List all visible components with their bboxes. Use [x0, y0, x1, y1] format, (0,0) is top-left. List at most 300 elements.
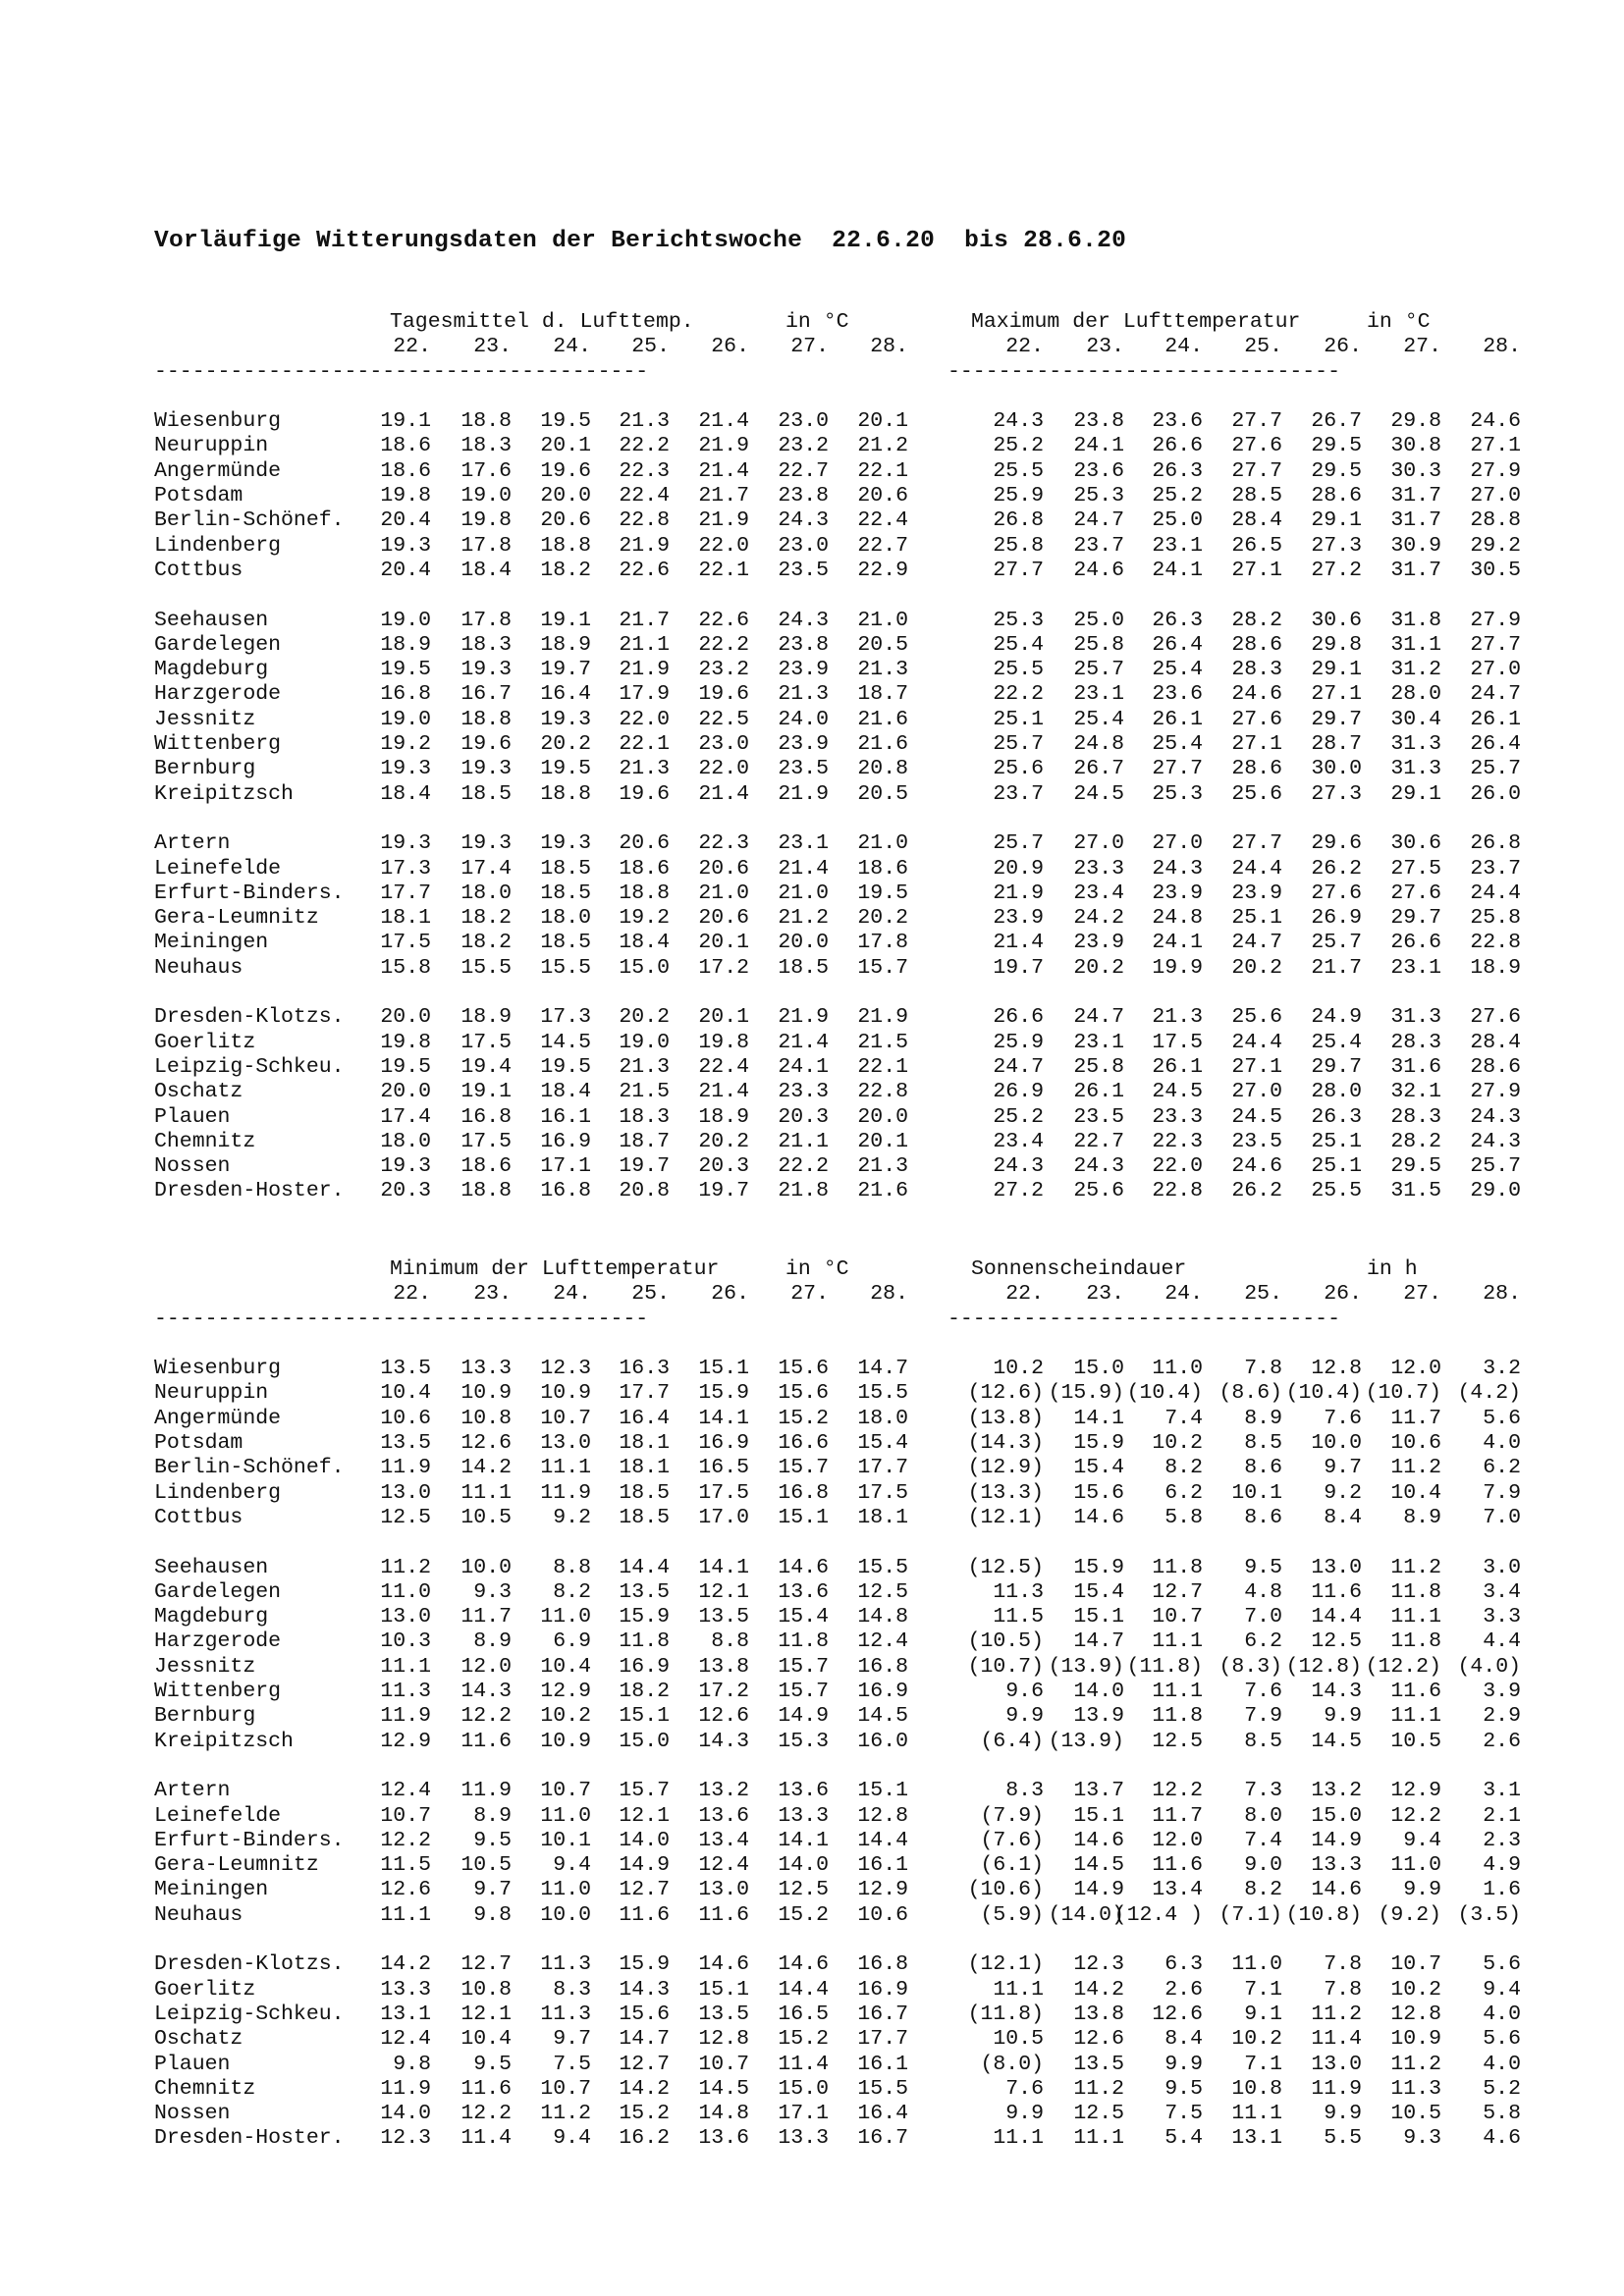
value-cell: 27.1	[1311, 682, 1362, 707]
value-cell: 27.2	[1311, 558, 1362, 582]
value-cell: 9.9	[1164, 2052, 1203, 2076]
value-cell: 10.9	[1390, 2027, 1441, 2052]
value-cell: 25.3	[1152, 781, 1203, 806]
value-cell: 15.0	[1073, 1357, 1124, 1381]
value-cell: 16.9	[698, 1431, 749, 1456]
value-cell: 12.3	[540, 1357, 591, 1381]
station-name: Goerlitz	[154, 1977, 256, 2002]
value-cell: 21.6	[857, 1179, 908, 1203]
table-row	[154, 1030, 1521, 1055]
station-name: Erfurt-Binders.	[154, 1828, 345, 1852]
value-cell: 15.9	[619, 1605, 670, 1629]
value-cell: 11.1	[460, 1480, 512, 1505]
station-name: Nossen	[154, 1154, 231, 1179]
value-cell: 19.3	[540, 707, 591, 731]
value-cell: 10.2	[1152, 1431, 1203, 1456]
value-cell: 15.1	[698, 1977, 749, 2002]
value-cell: 25.6	[1231, 1005, 1282, 1030]
value-cell: 24.8	[1073, 732, 1124, 757]
value-cell: 18.4	[619, 931, 670, 955]
value-cell: 28.6	[1470, 1054, 1521, 1079]
day-label: 23.	[473, 1282, 512, 1307]
value-cell: 21.9	[619, 533, 670, 558]
value-cell: 27.0	[1152, 831, 1203, 856]
value-cell: 14.4	[619, 1555, 670, 1579]
value-cell: 11.2	[1311, 2002, 1362, 2026]
value-cell: 13.0	[540, 1431, 591, 1456]
table-row	[154, 707, 1521, 732]
value-cell: 16.5	[698, 1456, 749, 1480]
value-cell: 23.1	[1390, 955, 1441, 980]
table-row	[154, 533, 1521, 559]
value-cell: 14.3	[1311, 1680, 1362, 1704]
value-cell: 11.7	[460, 1605, 512, 1629]
value-cell: 13.6	[778, 1779, 829, 1803]
value-cell: 11.1	[380, 1902, 431, 1927]
table-row	[154, 1579, 1521, 1605]
value-cell: 22.2	[778, 1154, 829, 1179]
value-cell: 11.5	[993, 1605, 1044, 1629]
value-cell: 15.7	[857, 955, 908, 980]
value-cell: 24.7	[1470, 682, 1521, 707]
table-row	[154, 1505, 1521, 1530]
value-cell: 22.9	[857, 558, 908, 582]
value-cell: 19.0	[619, 1030, 670, 1054]
value-cell: 22.8	[619, 508, 670, 533]
day-label: 27.	[1403, 1282, 1441, 1307]
value-cell: 18.5	[460, 781, 512, 806]
value-cell: 10.0	[540, 1902, 591, 1927]
value-cell: 21.2	[857, 434, 908, 458]
value-cell: 21.9	[857, 1005, 908, 1030]
value-cell: 25.9	[993, 1030, 1044, 1054]
value-cell: 15.7	[778, 1456, 829, 1480]
station-name: Dresden-Hoster.	[154, 1179, 345, 1203]
value-cell: 11.3	[993, 1579, 1044, 1604]
value-cell: 30.8	[1390, 434, 1441, 458]
value-cell: 27.2	[993, 1179, 1044, 1203]
value-cell: 14.4	[1311, 1605, 1362, 1629]
value-cell: 9.2	[553, 1505, 591, 1529]
value-cell: 22.1	[619, 732, 670, 757]
value-cell: 19.7	[993, 955, 1044, 980]
station-name: Chemnitz	[154, 2076, 256, 2101]
value-cell: 8.6	[1244, 1505, 1282, 1529]
value-cell: 26.1	[1073, 1080, 1124, 1104]
value-cell: 19.6	[540, 458, 591, 483]
value-cell: 20.9	[993, 856, 1044, 881]
value-cell: 18.9	[460, 1005, 512, 1030]
station-name: Wiesenburg	[154, 1357, 282, 1381]
value-cell: 25.5	[993, 458, 1044, 483]
value-cell: 2.1	[1483, 1803, 1521, 1828]
value-cell: 25.8	[1073, 632, 1124, 657]
value-cell: 27.5	[1390, 856, 1441, 881]
value-cell: 10.4	[1390, 1480, 1441, 1505]
value-cell: 12.5	[1073, 2102, 1124, 2126]
table-row	[154, 1952, 1521, 1977]
station-name: Plauen	[154, 1104, 231, 1129]
value-cell: 17.7	[619, 1381, 670, 1406]
value-cell: 9.4	[553, 1853, 591, 1878]
value-cell: 18.0	[540, 906, 591, 931]
value-cell: 20.0	[380, 1005, 431, 1030]
value-cell: 10.2	[540, 1704, 591, 1729]
value-cell: 12.6	[1073, 2027, 1124, 2052]
value-cell: 15.5	[460, 955, 512, 980]
value-cell: 8.2	[1164, 1456, 1203, 1480]
value-cell: 19.0	[380, 608, 431, 632]
value-cell: 19.8	[380, 484, 431, 508]
value-cell: 29.8	[1390, 409, 1441, 434]
value-cell: 29.5	[1311, 434, 1362, 458]
value-cell: 18.5	[619, 1505, 670, 1529]
value-cell: 20.6	[540, 508, 591, 533]
value-cell: 25.7	[1311, 931, 1362, 955]
value-cell: 24.1	[778, 1054, 829, 1079]
value-cell: 25.2	[993, 1104, 1044, 1129]
left-section-unit: in °C	[785, 1257, 849, 1281]
table-row	[154, 508, 1521, 533]
value-cell: 17.2	[698, 955, 749, 980]
value-cell: 27.9	[1470, 458, 1521, 483]
value-cell: (9.2)	[1378, 1902, 1441, 1927]
station-name: Kreipitzsch	[154, 1729, 294, 1753]
value-cell: 21.6	[857, 732, 908, 757]
value-cell: 13.5	[619, 1579, 670, 1604]
value-cell: 14.9	[1311, 1828, 1362, 1852]
value-cell: 20.0	[778, 931, 829, 955]
value-cell: 23.5	[1073, 1104, 1124, 1129]
value-cell: 6.2	[1164, 1480, 1203, 1505]
value-cell: 24.5	[1231, 1104, 1282, 1129]
value-cell: 28.3	[1390, 1030, 1441, 1054]
value-cell: 21.4	[993, 931, 1044, 955]
value-cell: 11.9	[380, 1704, 431, 1729]
value-cell: 24.9	[1311, 1005, 1362, 1030]
value-cell: 12.4	[698, 1853, 749, 1878]
value-cell: 9.5	[473, 1828, 512, 1852]
value-cell: 16.9	[540, 1129, 591, 1153]
value-cell: 19.1	[460, 1080, 512, 1104]
day-label: 26.	[711, 335, 749, 359]
value-cell: 14.9	[1073, 1878, 1124, 1902]
day-label: 24.	[553, 1282, 591, 1307]
value-cell: 12.9	[540, 1680, 591, 1704]
table-row	[154, 434, 1521, 458]
day-label: 24.	[1164, 335, 1203, 359]
value-cell: 10.5	[1390, 2102, 1441, 2126]
value-cell: (12.1)	[967, 1952, 1044, 1977]
station-name: Jessnitz	[154, 707, 256, 731]
value-cell: 22.0	[698, 757, 749, 781]
value-cell: 23.8	[1073, 409, 1124, 434]
table-row	[154, 1729, 1521, 1754]
value-cell: 23.3	[1073, 856, 1124, 881]
value-cell: 17.2	[698, 1680, 749, 1704]
value-cell: 21.3	[619, 409, 670, 434]
value-cell: 20.4	[380, 558, 431, 582]
value-cell: 26.8	[993, 508, 1044, 533]
spacer	[154, 385, 1499, 409]
value-cell: 23.7	[993, 781, 1044, 806]
value-cell: 26.3	[1311, 1104, 1362, 1129]
value-cell: (10.5)	[967, 1629, 1044, 1654]
value-cell: 8.5	[1244, 1729, 1282, 1753]
value-cell: 29.1	[1311, 508, 1362, 533]
table-row	[154, 658, 1521, 682]
day-label: 22.	[1005, 335, 1044, 359]
value-cell: 23.7	[1073, 533, 1124, 558]
value-cell: 15.4	[1073, 1579, 1124, 1604]
value-cell: 9.6	[1005, 1680, 1044, 1704]
value-cell: 13.8	[698, 1654, 749, 1679]
value-cell: 16.2	[619, 2126, 670, 2151]
value-cell: 13.5	[380, 1431, 431, 1456]
value-cell: 17.9	[619, 682, 670, 707]
group-spacer	[154, 1530, 1499, 1555]
value-cell: (12.4 )	[1113, 1902, 1203, 1927]
value-cell: (6.4)	[980, 1729, 1044, 1753]
value-cell: 24.6	[1231, 1154, 1282, 1179]
value-cell: 22.6	[698, 608, 749, 632]
table-row	[154, 1431, 1521, 1456]
station-name: Lindenberg	[154, 1480, 282, 1505]
value-cell: 8.2	[1244, 1878, 1282, 1902]
value-cell: 11.2	[1073, 2076, 1124, 2101]
value-cell: 25.8	[993, 533, 1044, 558]
value-cell: 13.5	[1073, 2052, 1124, 2076]
value-cell: 13.0	[698, 1878, 749, 1902]
value-cell: 22.0	[619, 707, 670, 731]
value-cell: 8.9	[1244, 1406, 1282, 1430]
value-cell: 22.7	[857, 533, 908, 558]
value-cell: 3.9	[1483, 1680, 1521, 1704]
value-cell: 14.2	[460, 1456, 512, 1480]
station-name: Goerlitz	[154, 1030, 256, 1054]
value-cell: 13.2	[1311, 1779, 1362, 1803]
value-cell: 18.7	[619, 1129, 670, 1153]
value-cell: 18.9	[540, 632, 591, 657]
value-cell: 20.5	[857, 632, 908, 657]
station-name: Neuruppin	[154, 434, 269, 458]
value-cell: 14.2	[1073, 1977, 1124, 2002]
table-row	[154, 1080, 1521, 1104]
value-cell: 23.6	[1152, 682, 1203, 707]
value-cell: 14.6	[778, 1952, 829, 1977]
value-cell: 17.7	[380, 881, 431, 905]
value-cell: 29.6	[1311, 831, 1362, 856]
table-row	[154, 1104, 1521, 1130]
value-cell: 30.6	[1311, 608, 1362, 632]
value-cell: 26.9	[993, 1080, 1044, 1104]
value-cell: 11.0	[1231, 1952, 1282, 1977]
value-cell: 24.8	[1152, 906, 1203, 931]
value-cell: (13.8)	[967, 1406, 1044, 1430]
value-cell: 17.1	[778, 2102, 829, 2126]
value-cell: 4.0	[1483, 2052, 1521, 2076]
value-cell: 27.0	[1470, 658, 1521, 682]
table-row	[154, 931, 1521, 955]
page-title: Vorläufige Witterungsdaten der Berichtswoche 22.6.20 bis 28.6.20	[154, 228, 1127, 254]
value-cell: 23.9	[1073, 931, 1124, 955]
value-cell: 22.0	[1152, 1154, 1203, 1179]
value-cell: 10.8	[460, 1406, 512, 1430]
value-cell: 13.8	[1073, 2002, 1124, 2026]
value-cell: 20.6	[698, 856, 749, 881]
group-spacer	[154, 1928, 1499, 1952]
value-cell: 23.0	[778, 409, 829, 434]
value-cell: 20.1	[698, 931, 749, 955]
value-cell: 20.3	[380, 1179, 431, 1203]
station-name: Plauen	[154, 2052, 231, 2076]
value-cell: 1.6	[1483, 1878, 1521, 1902]
value-cell: 13.6	[778, 1579, 829, 1604]
value-cell: 20.2	[540, 732, 591, 757]
value-cell: 20.2	[698, 1129, 749, 1153]
value-cell: 14.9	[778, 1704, 829, 1729]
value-cell: 15.9	[619, 1952, 670, 1977]
value-cell: 18.1	[619, 1456, 670, 1480]
value-cell: 14.6	[698, 1952, 749, 1977]
value-cell: 21.2	[778, 906, 829, 931]
value-cell: 10.9	[540, 1729, 591, 1753]
value-cell: 22.8	[857, 1080, 908, 1104]
value-cell: 15.5	[540, 955, 591, 980]
value-cell: 26.7	[1073, 757, 1124, 781]
station-name: Potsdam	[154, 1431, 244, 1456]
value-cell: (10.7)	[1365, 1381, 1441, 1406]
value-cell: 26.4	[1152, 632, 1203, 657]
value-cell: 10.1	[540, 1828, 591, 1852]
value-cell: 2.6	[1483, 1729, 1521, 1753]
value-cell: 11.1	[1231, 2102, 1282, 2126]
value-cell: 15.1	[857, 1779, 908, 1803]
table-row	[154, 608, 1521, 633]
value-cell: (10.8)	[1285, 1902, 1362, 1927]
value-cell: 27.0	[1073, 831, 1124, 856]
value-cell: 27.3	[1311, 533, 1362, 558]
value-cell: 26.6	[1152, 434, 1203, 458]
value-cell: 29.8	[1311, 632, 1362, 657]
value-cell: 21.0	[698, 881, 749, 905]
value-cell: (3.5)	[1457, 1902, 1521, 1927]
value-cell: 14.4	[857, 1828, 908, 1852]
value-cell: 23.9	[1152, 881, 1203, 905]
station-name: Chemnitz	[154, 1129, 256, 1153]
value-cell: 9.5	[1164, 2076, 1203, 2101]
value-cell: 23.3	[778, 1080, 829, 1104]
value-cell: 14.7	[619, 2027, 670, 2052]
value-cell: 14.5	[857, 1704, 908, 1729]
value-cell: 22.7	[778, 458, 829, 483]
value-cell: 9.7	[473, 1878, 512, 1902]
value-cell: 7.3	[1244, 1779, 1282, 1803]
value-cell: 18.5	[540, 881, 591, 905]
station-name: Magdeburg	[154, 658, 269, 682]
value-cell: 25.7	[1470, 1154, 1521, 1179]
group-spacer	[154, 583, 1499, 608]
value-cell: 15.1	[1073, 1803, 1124, 1828]
value-cell: 12.6	[380, 1878, 431, 1902]
station-name: Jessnitz	[154, 1654, 256, 1679]
value-cell: 11.4	[1311, 2027, 1362, 2052]
value-cell: 18.3	[619, 1104, 670, 1129]
value-cell: 16.8	[540, 1179, 591, 1203]
value-cell: 17.7	[857, 2027, 908, 2052]
value-cell: 24.6	[1470, 409, 1521, 434]
value-cell: 18.1	[619, 1431, 670, 1456]
value-cell: 24.5	[1073, 781, 1124, 806]
value-cell: 15.5	[857, 2076, 908, 2101]
value-cell: 13.4	[698, 1828, 749, 1852]
value-cell: 16.0	[857, 1729, 908, 1753]
value-cell: 12.7	[619, 2052, 670, 2076]
value-cell: 15.5	[857, 1381, 908, 1406]
value-cell: 7.6	[1324, 1406, 1362, 1430]
station-name: Bernburg	[154, 757, 256, 781]
value-cell: 13.3	[380, 1977, 431, 2002]
value-cell: 27.6	[1231, 434, 1282, 458]
value-cell: 7.9	[1483, 1480, 1521, 1505]
value-cell: 23.0	[778, 533, 829, 558]
value-cell: 8.6	[1244, 1456, 1282, 1480]
value-cell: 22.1	[857, 458, 908, 483]
value-cell: (7.6)	[980, 1828, 1044, 1852]
value-cell: 20.2	[1073, 955, 1124, 980]
separator-row	[154, 1308, 1499, 1332]
value-cell: 28.2	[1231, 608, 1282, 632]
value-cell: 28.6	[1231, 757, 1282, 781]
value-cell: 22.2	[993, 682, 1044, 707]
value-cell: 15.8	[380, 955, 431, 980]
station-name: Oschatz	[154, 2027, 244, 2052]
station-name: Angermünde	[154, 458, 282, 483]
table-row	[154, 1381, 1521, 1406]
value-cell: 18.9	[1470, 955, 1521, 980]
station-name: Leipzig-Schkeu.	[154, 1054, 345, 1079]
value-cell: 25.9	[993, 484, 1044, 508]
value-cell: 17.5	[857, 1480, 908, 1505]
value-cell: 28.6	[1231, 632, 1282, 657]
value-cell: 23.8	[778, 632, 829, 657]
value-cell: 23.9	[778, 658, 829, 682]
value-cell: 11.9	[380, 1456, 431, 1480]
value-cell: 15.0	[619, 1729, 670, 1753]
value-cell: 11.6	[619, 1902, 670, 1927]
value-cell: 11.1	[380, 1654, 431, 1679]
value-cell: 3.3	[1483, 1605, 1521, 1629]
value-cell: 12.6	[460, 1431, 512, 1456]
value-cell: 26.1	[1152, 1054, 1203, 1079]
value-cell: 18.8	[460, 707, 512, 731]
value-cell: 23.4	[1073, 881, 1124, 905]
value-cell: 31.7	[1390, 558, 1441, 582]
value-cell: 12.8	[1390, 2002, 1441, 2026]
value-cell: 11.7	[1390, 1406, 1441, 1430]
value-cell: 25.0	[1073, 608, 1124, 632]
value-cell: 22.5	[698, 707, 749, 731]
value-cell: 29.1	[1311, 658, 1362, 682]
value-cell: 22.8	[1152, 1179, 1203, 1203]
value-cell: 18.8	[460, 409, 512, 434]
value-cell: 20.1	[540, 434, 591, 458]
value-cell: 23.2	[778, 434, 829, 458]
value-cell: 25.2	[1152, 484, 1203, 508]
value-cell: 21.1	[778, 1129, 829, 1153]
value-cell: 10.7	[1152, 1605, 1203, 1629]
left-section-header: Tagesmittel d. Lufttemp.	[390, 310, 694, 334]
